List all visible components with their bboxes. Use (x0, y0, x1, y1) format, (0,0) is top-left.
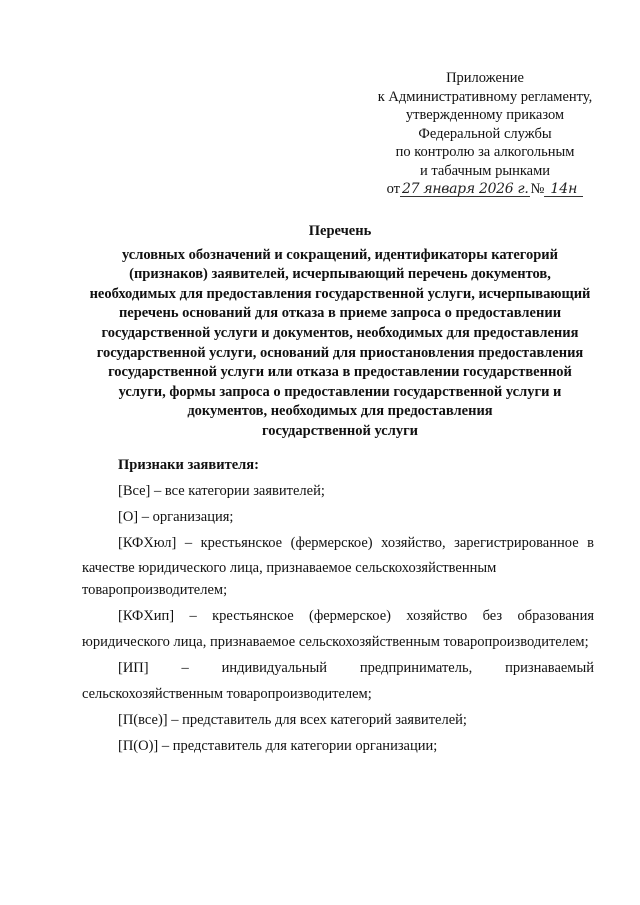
applicant-item (82, 659, 594, 703)
item-text-continued: сельскохозяйственным товаропроизводителем; (82, 686, 372, 702)
appendix-line: и табачным рынками (419, 162, 551, 179)
item-text: [КФХюл] – крестьянское (фермерское) хозяйство, зарегистрированное в качестве юридического лица, признаваемое сельскохозяйственным (82, 535, 594, 576)
item-text: [П(О)] – представитель для категории организации; (118, 738, 438, 754)
order-number-handwritten: 14н (544, 182, 583, 197)
section-heading: Признаки заявителя: (118, 457, 259, 473)
appendix-line: утвержденному приказом (405, 107, 565, 123)
appendix-block (330, 69, 640, 199)
item-text: [Все] – все категории заявителей; (118, 483, 325, 499)
order-date-handwritten: 27 января 2026 г. (402, 181, 529, 197)
title-heading: Перечень (308, 223, 372, 239)
title-line: услуги, формы запроса о предоставлении государственной услуги и (118, 383, 562, 400)
order-prefix: от (386, 181, 401, 197)
title-line: перечень оснований для отказа в приеме запроса о предоставлении (118, 305, 562, 322)
applicant-item (82, 607, 594, 651)
appendix-line: Федеральной службы (418, 125, 552, 142)
title-line: государственной услуги и документов, необходимых для предоставления (101, 324, 579, 341)
title-line: государственной услуги (261, 422, 419, 439)
item-text: [П(все)] – представитель для всех категорий заявителей; (118, 712, 467, 728)
appendix-line: Приложение (446, 70, 524, 86)
title-line: государственной услуги или отказа в предоставлении государственной (108, 364, 572, 381)
title-line: документов, необходимых для предоставления (187, 403, 493, 420)
order-line (330, 180, 640, 199)
applicant-item (82, 737, 594, 755)
item-text: [КФХип] – крестьянское (фермерское) хозяйство без образования (118, 608, 594, 624)
title-line: условных обозначений и сокращений, идентификаторы категорий (121, 246, 559, 263)
applicant-item (82, 482, 594, 500)
order-number-label: № (530, 181, 545, 197)
document-title (60, 222, 620, 442)
item-text-continued: юридического лица, признаваемое сельскохозяйственным товаропроизводителем; (82, 634, 589, 650)
item-text: [О] – организация; (118, 509, 234, 525)
document-body (82, 456, 594, 763)
applicant-item (82, 711, 594, 729)
title-line: (признаков) заявителей, исчерпывающий перечень документов, (129, 266, 551, 283)
appendix-line: к Административному регламенту, (377, 88, 593, 105)
appendix-line: по контролю за алкогольным (395, 144, 575, 160)
item-text-continued: товаропроизводителем; (82, 582, 228, 598)
applicant-item (82, 508, 594, 526)
title-line: государственной услуги, оснований для приостановления предоставления (96, 344, 584, 361)
item-text: [ИП] – индивидуальный предприниматель, признаваемый (118, 660, 594, 676)
title-line: необходимых для предоставления государственной услуги, исчерпывающий (89, 285, 591, 302)
applicant-item (82, 531, 594, 599)
